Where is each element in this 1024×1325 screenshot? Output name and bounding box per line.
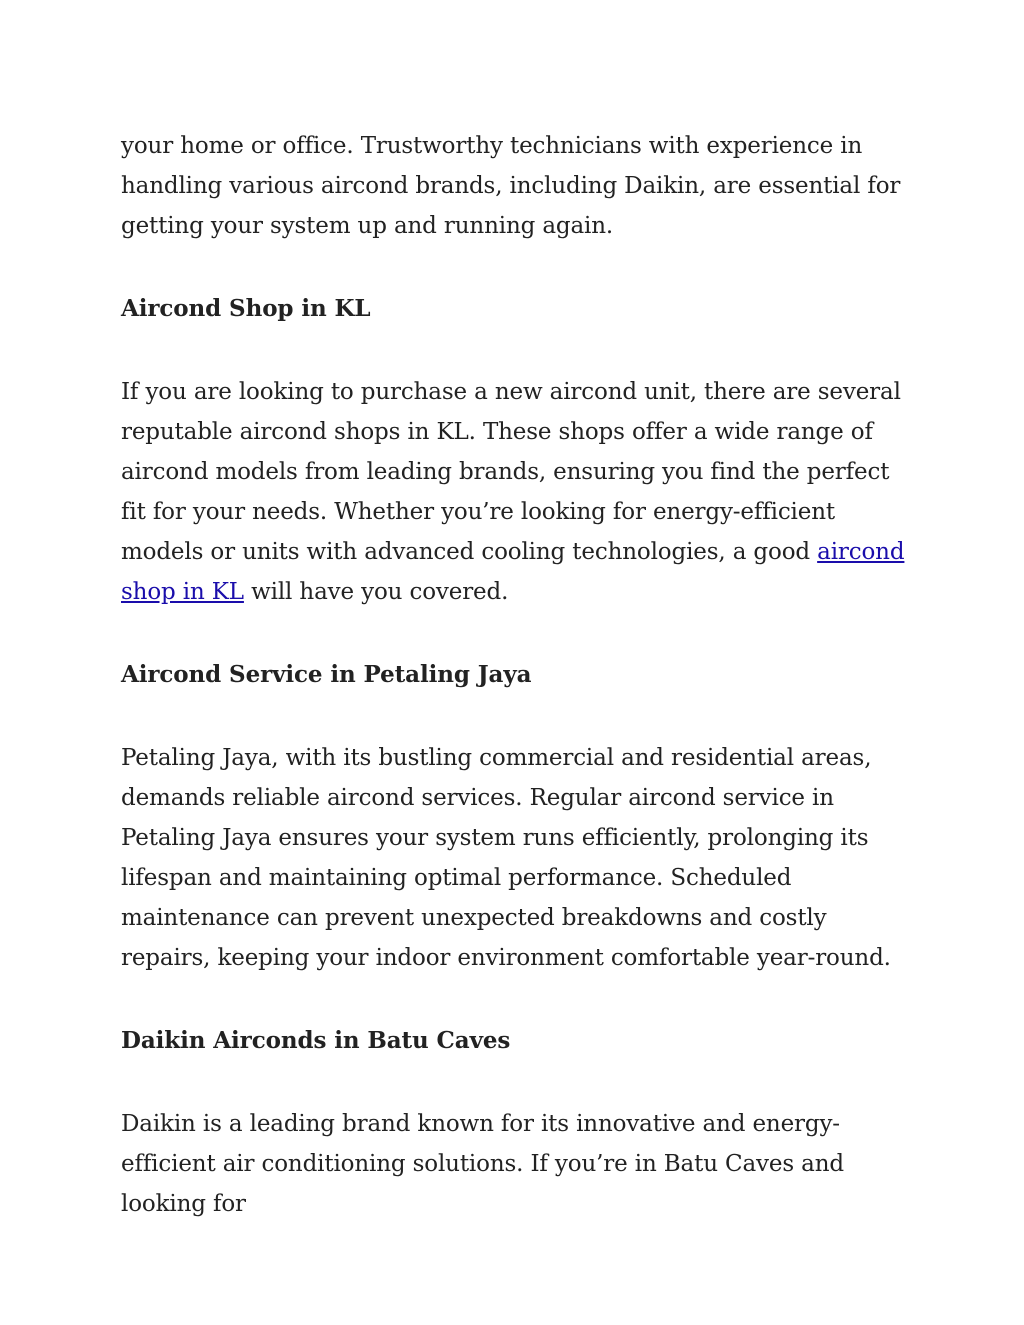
shop-text-before-link: If you are looking to purchase a new aircond unit, there are several reputable aircond shops in KL. These shops offer a wide range of aircond models from leading brands, ensuring you find the perfect fit for your needs. Whether you’re looking for energy-efficient models or units with advanced cooling technologies, a good xyxy=(121,379,901,565)
shop-paragraph xyxy=(121,372,921,612)
shop-text-after-link: will have you covered. xyxy=(243,579,509,605)
heading-aircond-service: Aircond Service in Petaling Jaya xyxy=(121,661,532,688)
intro-paragraph: your home or office. Trustworthy technicians with experience in handling various aircond brands, including Daikin, are essential for getting your system up and running again. xyxy=(121,133,901,239)
heading-daikin-airconds: Daikin Airconds in Batu Caves xyxy=(121,1027,511,1054)
heading-aircond-shop: Aircond Shop in KL xyxy=(121,295,371,322)
aircond-shop-link[interactable]: aircond shop in KL xyxy=(121,539,905,605)
service-paragraph: Petaling Jaya, with its bustling commercial and residential areas, demands reliable aircond services. Regular aircond service in Petaling Jaya ensures your system runs efficiently, prolonging its lifespan and maintaining optimal performance. Scheduled maintenance can prevent unexpected breakdowns and costly repairs, keeping your indoor environment comfortable year-round. xyxy=(121,745,891,971)
daikin-paragraph: Daikin is a leading brand known for its innovative and energy-efficient air conditioning solutions. If you’re in Batu Caves and looking for xyxy=(121,1111,844,1217)
document-page xyxy=(121,126,921,1224)
